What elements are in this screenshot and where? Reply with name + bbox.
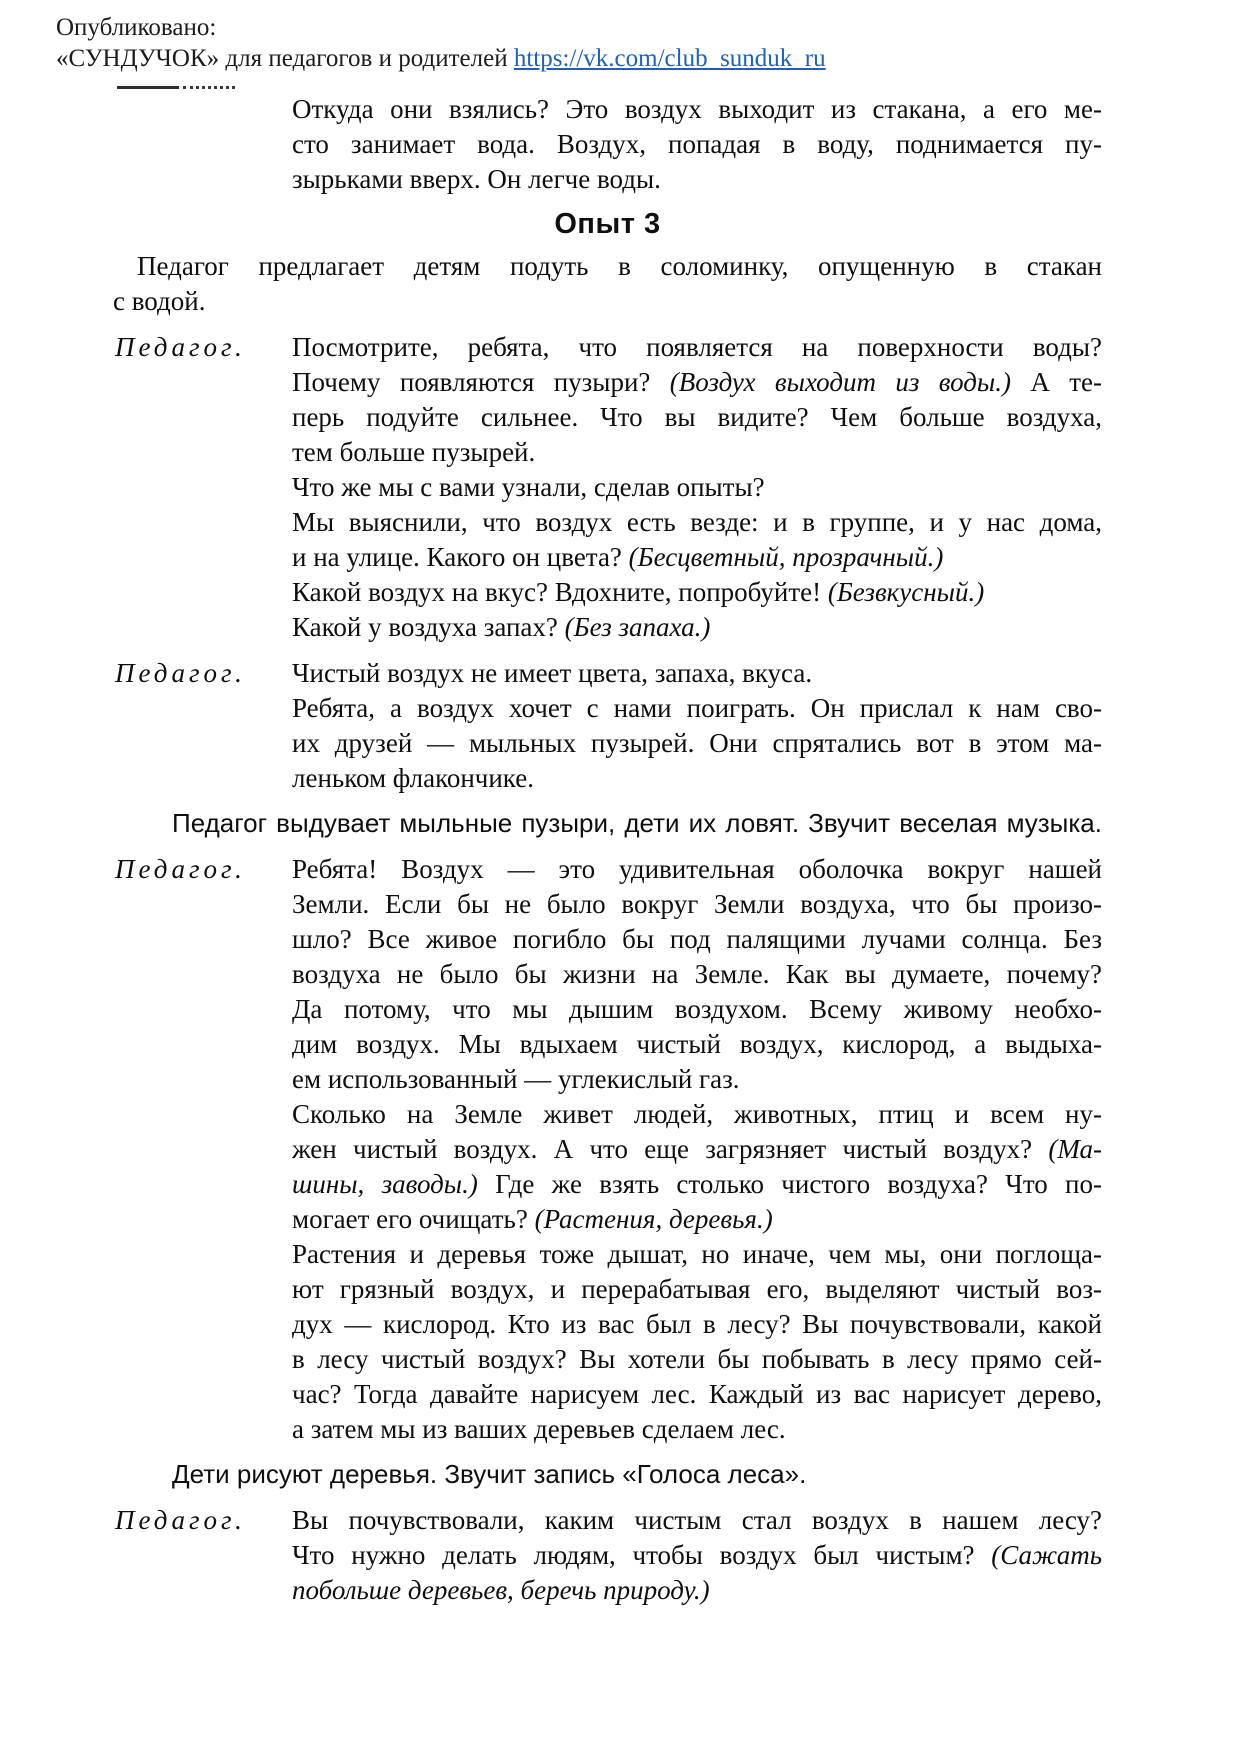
text-line [292, 1027, 1102, 1062]
text-segment: Мы выяснили, что воздух есть везде: и в группе, и у нас дома, [292, 507, 1102, 537]
text-line [292, 1272, 1102, 1307]
stage-direction [113, 806, 1102, 841]
text-line [113, 806, 1102, 841]
text-segment: шло? Все живое погибло бы под палящими лучами солнца. Без [292, 924, 1102, 954]
text-line [292, 887, 1102, 922]
dialogue-text [292, 1503, 1102, 1608]
text-segment: Какой воздух на вкус? Вдохните, попробуйте! [292, 577, 828, 607]
text-segment: с водой. [113, 286, 206, 316]
answer-italic-segment: (Ма- [1048, 1134, 1102, 1164]
text-segment: воздуха не было бы жизни на Земле. Как вы думаете, почему? [292, 959, 1102, 989]
dialogue-block [113, 656, 1102, 796]
text-line [292, 435, 1102, 470]
answer-italic-segment: (Безвкусный.) [827, 577, 985, 607]
answer-italic-segment: (Воздух выходит из воды.) [669, 367, 1011, 397]
text-line [292, 957, 1102, 992]
text-line [292, 726, 1102, 761]
answer-italic-segment: шины, заводы.) [292, 1169, 478, 1199]
text-line [292, 691, 1102, 726]
text-segment: дим воздух. Мы вдыхаем чистый воздух, кислород, а выдыха- [292, 1029, 1102, 1059]
text-segment: дух — кислород. Кто из вас был в лесу? Вы почувствовали, какой [292, 1309, 1102, 1339]
text-line [292, 1307, 1102, 1342]
dialogue-text [292, 330, 1102, 645]
text-line [292, 1097, 1102, 1132]
text-segment: Земли. Если бы не было вокруг Земли воздуха, что бы произо- [292, 889, 1102, 919]
dialogue-block [113, 1503, 1102, 1608]
text-segment: Почему появляются пузыри? [292, 367, 670, 397]
text-line [292, 761, 1102, 796]
text-segment: леньком флакончике. [292, 763, 534, 793]
text-line [292, 992, 1102, 1027]
source-line [56, 43, 1156, 74]
text-segment: Что нужно делать людям, чтобы воздух был чистым? [292, 1540, 992, 1570]
text-line [292, 1237, 1102, 1272]
stage-direction [113, 1457, 1102, 1492]
text-line [292, 92, 1102, 127]
text-segment: Где же взять столько чистого воздуха? Что по- [477, 1169, 1102, 1199]
text-line [113, 249, 1102, 284]
dialogue-text [292, 656, 1102, 796]
text-segment: Чистый воздух не имеет цвета, запаха, вкуса. [292, 658, 813, 688]
text-segment: и на улице. Какого он цвета? [292, 542, 629, 572]
text-segment: а затем мы из ваших деревьев сделаем лес. [292, 1414, 786, 1444]
dialogue-block [113, 92, 1102, 197]
text-segment: А те- [1010, 367, 1102, 397]
text-line [292, 1412, 1102, 1447]
text-line [292, 1573, 1102, 1608]
text-line [292, 505, 1102, 540]
experiment-heading: Опыт 3 [554, 208, 661, 240]
text-line [292, 400, 1102, 435]
text-line [292, 656, 1102, 691]
answer-italic-segment: (Без запаха.) [564, 612, 711, 642]
published-label: Опубликовано: [56, 14, 217, 41]
text-line [292, 1538, 1102, 1573]
text-segment: Вы почувствовали, каким чистым стал воздух в нашем лесу? [292, 1505, 1102, 1535]
text-segment: перь подуйте сильнее. Что вы видите? Чем больше воздуха, [292, 402, 1102, 432]
text-segment: ют грязный воздух, и перерабатывая его, выделяют чистый воз- [292, 1274, 1102, 1304]
page-body [113, 92, 1102, 1608]
text-segment: Педагог выдувает мыльные пузыри, дети их ловят. Звучит веселая музыка. [172, 808, 1102, 838]
text-segment: сто занимает вода. Воздух, попадая в воду, поднимается пу- [292, 129, 1102, 159]
speaker-label: Педагог. [115, 658, 246, 688]
dialogue-text [292, 852, 1102, 1447]
speaker-label: Педагог. [115, 854, 246, 884]
text-line [292, 1202, 1102, 1237]
text-line [292, 540, 1102, 575]
text-segment: тем больше пузырей. [292, 437, 536, 467]
text-segment: Что же мы с вами узнали, сделав опыты? [292, 472, 765, 502]
text-segment: Дети рисуют деревья. Звучит запись «Голоса леса». [172, 1459, 807, 1489]
text-line [292, 1503, 1102, 1538]
text-segment: жен чистый воздух. А что еще загрязняет чистый воздух? [292, 1134, 1049, 1164]
text-line [292, 1132, 1102, 1167]
text-line [292, 365, 1102, 400]
text-line [292, 575, 1102, 610]
text-line [292, 852, 1102, 887]
text-line [292, 162, 1102, 197]
text-line [292, 470, 1102, 505]
text-segment: Посмотрите, ребята, что появляется на поверхности воды? [292, 332, 1102, 362]
text-segment: их друзей — мыльных пузырей. Они спрятались вот в этом ма- [292, 728, 1102, 758]
dialogue-text [292, 92, 1102, 197]
text-segment: Какой у воздуха запах? [292, 612, 565, 642]
text-line [292, 610, 1102, 645]
text-segment: Сколько на Земле живет людей, животных, птиц и всем ну- [292, 1099, 1102, 1129]
speaker-label: Педагог. [115, 1505, 246, 1535]
text-line [113, 284, 1102, 319]
answer-italic-segment: побольше деревьев, беречь природу.) [292, 1575, 710, 1605]
text-line [292, 330, 1102, 365]
text-segment: могает его очищать? [292, 1204, 535, 1234]
text-segment: зырьками вверх. Он легче воды. [292, 164, 661, 194]
page-header [56, 12, 1156, 74]
text-segment: час? Тогда давайте нарисуем лес. Каждый из вас нарисует дерево, [292, 1379, 1102, 1409]
source-link[interactable]: https://vk.com/club_sunduk_ru [513, 45, 826, 72]
dialogue-block [113, 330, 1102, 645]
speaker-label: Педагог. [115, 332, 246, 362]
text-segment: Ребята! Воздух — это удивительная оболочка вокруг нашей [292, 854, 1102, 884]
text-line [292, 1342, 1102, 1377]
text-segment: Педагог предлагает детям подуть в соломинку, опущенную в стакан [137, 251, 1102, 281]
source-text: «СУНДУЧОК» для педагогов и родителей [56, 45, 514, 72]
text-segment: Откуда они взялись? Это воздух выходит из стакана, а его ме- [292, 94, 1102, 124]
text-segment: в лесу чистый воздух? Вы хотели бы побывать в лесу прямо сей- [292, 1344, 1102, 1374]
text-line [113, 1457, 1102, 1492]
answer-italic-segment: (Сажать [991, 1540, 1102, 1570]
text-segment: Да потому, что мы дышим воздухом. Всему живому необхо- [292, 994, 1102, 1024]
text-segment: ем использованный — углекислый газ. [292, 1064, 740, 1094]
scan-dash-solid [117, 86, 179, 89]
text-line [292, 1062, 1102, 1097]
text-segment: Растения и деревья тоже дышат, но иначе, чем мы, они поглоща- [292, 1239, 1102, 1269]
text-segment: Ребята, а воздух хочет с нами поиграть. Он прислал к нам сво- [292, 693, 1102, 723]
text-line [292, 127, 1102, 162]
text-line [292, 1377, 1102, 1412]
scan-dash-dotted [183, 86, 235, 89]
scan-artifact-dashes [117, 86, 235, 90]
answer-italic-segment: (Бесцветный, прозрачный.) [628, 542, 944, 572]
text-line [292, 1167, 1102, 1202]
paragraph [113, 249, 1102, 319]
answer-italic-segment: (Растения, деревья.) [534, 1204, 773, 1234]
text-line [292, 922, 1102, 957]
dialogue-block [113, 852, 1102, 1447]
